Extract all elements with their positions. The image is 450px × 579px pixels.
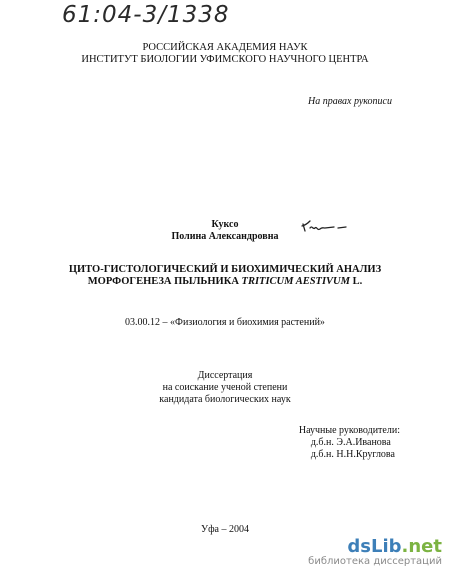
author-surname: Куксо [211, 219, 239, 230]
dissertation-block [0, 370, 450, 406]
thesis-title [0, 264, 450, 288]
dissertation-line-2: на соискание ученой степени [162, 382, 288, 393]
thesis-title-line-2 [0, 276, 450, 288]
archive-stamp: 61:04-3/1338 [62, 2, 230, 28]
thesis-title-prefix: МОРФОГЕНЕЗА ПЫЛЬНИКА [87, 276, 239, 287]
thesis-title-suffix: L. [352, 276, 363, 287]
organization-line-2: ИНСТИТУТ БИОЛОГИИ УФИМСКОГО НАУЧНОГО ЦЕНТРА [81, 54, 369, 65]
dissertation-line-3: кандидата биологических наук [159, 394, 291, 405]
thesis-title-line-1: ЦИТО-ГИСТОЛОГИЧЕСКИЙ И БИОХИМИЧЕСКИЙ АНАЛИЗ [68, 264, 382, 275]
thesis-title-species: TRITICUM AESTIVUM [241, 276, 350, 287]
supervisors-heading: Научные руководители: [298, 425, 400, 436]
author-name: Полина Александровна [171, 231, 279, 242]
watermark-logo-main: dsLib [347, 536, 402, 557]
supervisors-block [299, 425, 400, 461]
watermark-logo [308, 538, 442, 556]
watermark-subtitle: библиотека диссертаций [308, 556, 442, 567]
watermark [308, 538, 442, 567]
place-year: Уфа – 2004 [201, 524, 249, 535]
watermark-logo-domain: .net [401, 536, 442, 557]
handwritten-signature [300, 216, 348, 238]
organization-header [0, 42, 450, 66]
supervisor-item: д.б.н. Н.Н.Круглова [310, 449, 395, 460]
rights-note: На правах рукописи [308, 96, 392, 107]
organization-line-1: РОССИЙСКАЯ АКАДЕМИЯ НАУК [142, 42, 308, 53]
supervisor-item: д.б.н. Э.А.Иванова [310, 437, 391, 448]
dissertation-line-1: Диссертация [197, 370, 253, 381]
specialty-code: 03.00.12 – «Физиология и биохимия растений» [125, 317, 325, 328]
author-block [0, 219, 450, 243]
